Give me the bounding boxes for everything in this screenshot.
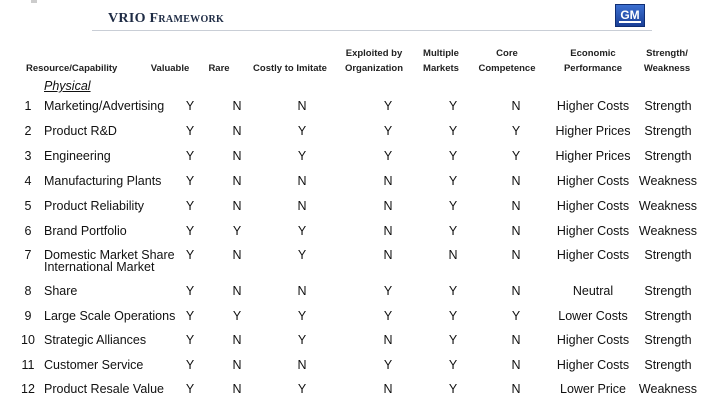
costly-cell: Y — [297, 224, 307, 238]
row-number: 12 — [21, 382, 35, 396]
row-number: 11 — [21, 358, 35, 372]
multiple-markets-cell: Y — [448, 382, 458, 396]
rare-cell: N — [232, 124, 242, 138]
rare-cell: N — [232, 149, 242, 163]
table-row — [0, 99, 728, 123]
exploited-cell: N — [383, 382, 393, 396]
exploited-cell: N — [383, 199, 393, 213]
multiple-markets-cell: Y — [448, 124, 458, 138]
costly-cell: Y — [297, 309, 307, 323]
rare-cell: N — [232, 248, 242, 262]
valuable-cell: Y — [185, 333, 195, 347]
rare-cell: N — [232, 199, 242, 213]
row-number: 1 — [24, 99, 32, 113]
page-title: VRIO Framework — [108, 11, 225, 26]
multiple-markets-cell: Y — [448, 309, 458, 323]
table-row — [0, 149, 728, 173]
resource-name: Customer Service — [44, 358, 144, 372]
resource-name: Engineering — [44, 149, 111, 163]
resource-name: Marketing/Advertising — [44, 99, 165, 113]
resource-name: Domestic Market Share — [44, 248, 175, 262]
resource-name: Brand Portfolio — [44, 224, 127, 238]
economic-performance-cell: Higher Costs — [556, 99, 630, 113]
costly-cell: Y — [297, 248, 307, 262]
costly-cell: Y — [297, 382, 307, 396]
rare-cell: N — [232, 174, 242, 188]
resource-name: Share — [44, 284, 78, 298]
table-row — [0, 199, 728, 223]
exploited-cell: N — [383, 174, 393, 188]
table-row — [0, 309, 728, 333]
multiple-markets-cell: N — [448, 248, 458, 262]
costly-cell: N — [297, 284, 307, 298]
strength-weakness-cell: Strength — [644, 149, 692, 163]
strength-weakness-cell: Weakness — [638, 174, 698, 188]
strength-weakness-cell: Weakness — [638, 382, 698, 396]
header-valuable: Valuable — [150, 63, 190, 74]
valuable-cell: Y — [185, 124, 195, 138]
strength-weakness-cell: Strength — [644, 309, 692, 323]
valuable-cell: Y — [185, 382, 195, 396]
row-number: 3 — [24, 149, 32, 163]
table-row — [0, 382, 728, 406]
costly-cell: Y — [297, 124, 307, 138]
core-competence-cell: Y — [511, 149, 521, 163]
economic-performance-cell: Higher Costs — [556, 174, 630, 188]
costly-cell: N — [297, 358, 307, 372]
row-number: 10 — [21, 333, 35, 347]
rare-cell: N — [232, 333, 242, 347]
row-number: 6 — [24, 224, 32, 238]
core-competence-cell: N — [511, 199, 521, 213]
exploited-cell: N — [383, 248, 393, 262]
rare-cell: Y — [232, 224, 242, 238]
economic-performance-cell: Higher Costs — [556, 199, 630, 213]
core-competence-cell: Y — [511, 124, 521, 138]
row-number: 8 — [24, 284, 32, 298]
page-corner-mark — [31, 0, 37, 3]
valuable-cell: Y — [185, 248, 195, 262]
costly-cell: Y — [297, 333, 307, 347]
rare-cell: N — [232, 284, 242, 298]
multiple-markets-cell: Y — [448, 358, 458, 372]
strength-weakness-cell: Strength — [644, 99, 692, 113]
section-label: Physical — [44, 79, 91, 93]
multiple-markets-cell: Y — [448, 99, 458, 113]
rare-cell: N — [232, 99, 242, 113]
costly-cell: N — [297, 174, 307, 188]
exploited-cell: Y — [383, 358, 393, 372]
core-competence-cell: N — [511, 224, 521, 238]
resource-name: Product R&D — [44, 124, 117, 138]
multiple-markets-cell: Y — [448, 333, 458, 347]
header-resource: Resource/Capability — [26, 63, 118, 74]
economic-performance-cell: Higher Prices — [555, 124, 631, 138]
economic-performance-cell: Neutral — [572, 284, 614, 298]
header-costly-to-imitate: Costly to Imitate — [253, 63, 327, 74]
table-row — [0, 260, 728, 308]
costly-cell: N — [297, 199, 307, 213]
table-row — [0, 333, 728, 357]
strength-weakness-cell: Strength — [644, 284, 692, 298]
resource-name: Manufacturing Plants — [44, 174, 162, 188]
strength-weakness-cell: Weakness — [638, 199, 698, 213]
table-row — [0, 358, 728, 382]
exploited-cell: N — [383, 224, 393, 238]
core-competence-cell: N — [511, 248, 521, 262]
resource-name: Large Scale Operations — [44, 309, 176, 323]
rare-cell: Y — [232, 309, 242, 323]
economic-performance-cell: Lower Price — [560, 382, 626, 396]
core-competence-cell: N — [511, 174, 521, 188]
valuable-cell: Y — [185, 224, 195, 238]
costly-cell: Y — [297, 149, 307, 163]
resource-name: Product Resale Value — [44, 382, 164, 396]
economic-performance-cell: Lower Costs — [558, 309, 628, 323]
economic-performance-cell: Higher Prices — [555, 149, 631, 163]
header-multiple-markets: Multiple Markets — [423, 48, 459, 74]
row-number: 7 — [24, 248, 32, 262]
core-competence-cell: N — [511, 284, 521, 298]
row-number: 9 — [24, 309, 32, 323]
header-economic-performance: Economic Performance — [563, 48, 623, 74]
core-competence-cell: N — [511, 99, 521, 113]
exploited-cell: Y — [383, 124, 393, 138]
rare-cell: N — [232, 382, 242, 396]
valuable-cell: Y — [185, 284, 195, 298]
multiple-markets-cell: Y — [448, 284, 458, 298]
strength-weakness-cell: Strength — [644, 248, 692, 262]
valuable-cell: Y — [185, 149, 195, 163]
core-competence-cell: Y — [511, 309, 521, 323]
resource-name: Strategic Alliances — [44, 333, 147, 347]
exploited-cell: Y — [383, 309, 393, 323]
table-row — [0, 224, 728, 248]
multiple-markets-cell: Y — [448, 199, 458, 213]
valuable-cell: Y — [185, 199, 195, 213]
resource-name-line1: International Market — [44, 260, 155, 274]
valuable-cell: Y — [185, 309, 195, 323]
economic-performance-cell: Higher Costs — [556, 358, 630, 372]
header-strength-weakness: Strength/ Weakness — [643, 48, 691, 74]
header-core-competence: Core Competence — [478, 48, 536, 74]
row-number: 4 — [24, 174, 32, 188]
row-number: 5 — [24, 199, 32, 213]
core-competence-cell: N — [511, 333, 521, 347]
resource-name: Product Reliability — [44, 199, 145, 213]
multiple-markets-cell: Y — [448, 174, 458, 188]
exploited-cell: N — [383, 333, 393, 347]
header-rare: Rare — [208, 63, 230, 74]
row-number: 2 — [24, 124, 32, 138]
exploited-cell: Y — [383, 99, 393, 113]
strength-weakness-cell: Weakness — [638, 224, 698, 238]
rare-cell: N — [232, 358, 242, 372]
valuable-cell: Y — [185, 99, 195, 113]
exploited-cell: Y — [383, 149, 393, 163]
multiple-markets-cell: Y — [448, 149, 458, 163]
strength-weakness-cell: Strength — [644, 333, 692, 347]
costly-cell: N — [297, 99, 307, 113]
economic-performance-cell: Higher Costs — [556, 333, 630, 347]
core-competence-cell: N — [511, 358, 521, 372]
economic-performance-cell: Higher Costs — [556, 248, 630, 262]
logo-text: GM — [620, 7, 640, 22]
economic-performance-cell: Higher Costs — [556, 224, 630, 238]
valuable-cell: Y — [185, 174, 195, 188]
table-row — [0, 174, 728, 198]
title-underline — [92, 30, 652, 31]
multiple-markets-cell: Y — [448, 224, 458, 238]
gm-logo — [615, 4, 645, 27]
table-row — [0, 124, 728, 148]
exploited-cell: Y — [383, 284, 393, 298]
strength-weakness-cell: Strength — [644, 124, 692, 138]
valuable-cell: Y — [185, 358, 195, 372]
strength-weakness-cell: Strength — [644, 358, 692, 372]
core-competence-cell: N — [511, 382, 521, 396]
header-exploited: Exploited by Organization — [344, 48, 404, 74]
